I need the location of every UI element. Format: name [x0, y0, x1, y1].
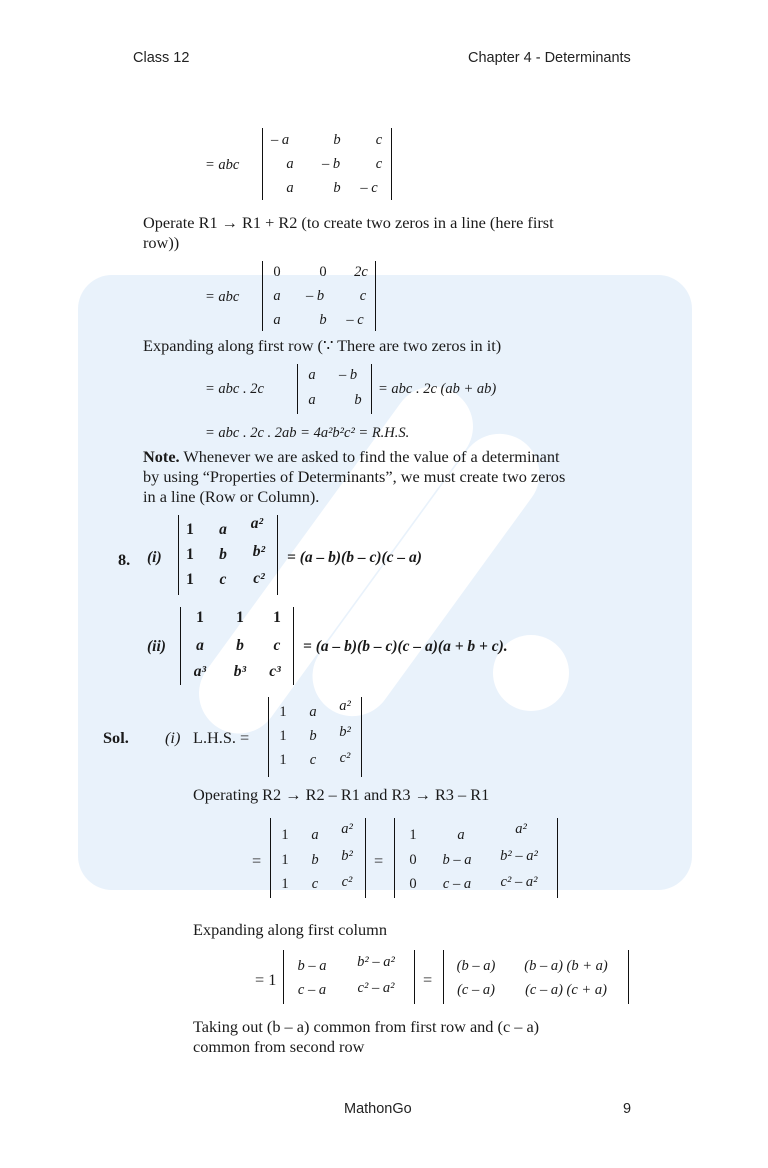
cell: b² – a² — [500, 848, 538, 864]
header-class: Class 12 — [133, 50, 190, 66]
cell: b² — [339, 724, 351, 740]
sol-2x2-determinant-a — [283, 950, 415, 1004]
cell: – b — [338, 367, 358, 383]
cell: b — [219, 546, 227, 563]
q8-part-i-rhs: = (a – b)(b – c)(c – a) — [287, 549, 422, 566]
cell: a — [196, 637, 204, 654]
cell: b – a — [442, 852, 472, 868]
cell: – c — [360, 180, 378, 196]
operating-text: Operating R2 → R2 – R1 and R3 → R3 – R1 — [193, 785, 490, 804]
cell: c — [375, 156, 383, 172]
step3-prefix: = abc . 2c — [205, 381, 264, 397]
cell: a — [286, 156, 294, 172]
equals-sign: = — [423, 970, 433, 989]
cell: a² — [341, 821, 353, 837]
cell: 1 — [279, 752, 287, 768]
page-number: 9 — [623, 1101, 632, 1117]
sol-eq-determinant-a — [270, 818, 366, 898]
expanding-row-text: Expanding along first row (∵ There are two zeros in it) — [143, 336, 502, 355]
cell: a — [286, 180, 294, 196]
cell: a² — [515, 821, 527, 837]
question-number: 8. — [118, 550, 131, 569]
step1-prefix: = abc — [205, 157, 240, 173]
cell: (c – a) (c + a) — [525, 982, 607, 998]
step4: = abc . 2c . 2ab = 4a²b²c² = R.H.S. — [205, 425, 410, 441]
footer-brand: MathonGo — [344, 1101, 412, 1117]
cell: 0 — [409, 876, 417, 892]
sol-label: Sol. — [103, 728, 129, 747]
cell: – a — [270, 132, 290, 148]
cell: c — [273, 637, 281, 654]
cell: – c — [346, 312, 364, 328]
q8-i-determinant — [178, 515, 278, 595]
cell: 0 — [409, 852, 417, 868]
cell: c – a — [297, 982, 327, 998]
step2-determinant — [262, 261, 376, 331]
cell: c³ — [269, 663, 281, 680]
cell: (c – a) — [457, 982, 495, 998]
cell: b — [311, 852, 319, 868]
cell: a² — [339, 698, 351, 714]
cell: a — [308, 367, 316, 383]
cell: (b – a) — [456, 958, 496, 974]
cell: 1 — [196, 609, 204, 626]
cell: 1 — [279, 704, 287, 720]
cell: b — [333, 180, 341, 196]
sol-eq-determinant-b — [394, 818, 558, 898]
equals-sign: = — [374, 851, 384, 870]
note-line1 — [143, 447, 560, 467]
equals-one-prefix: = 1 — [255, 970, 277, 989]
sol-part-label: (i) — [165, 728, 181, 747]
cell: 1 — [281, 852, 289, 868]
cell: c² — [341, 874, 353, 890]
cell: a — [457, 827, 465, 843]
sol-2x2-determinant-b — [443, 950, 629, 1004]
cell: 2c — [354, 264, 368, 280]
cell: b — [319, 312, 327, 328]
cell: a — [311, 827, 319, 843]
header-chapter: Chapter 4 - Determinants — [468, 50, 631, 66]
cell: a — [219, 521, 227, 538]
step2-prefix: = abc — [205, 289, 240, 305]
cell: a² — [250, 515, 264, 532]
cell: 1 — [279, 728, 287, 744]
cell: b — [333, 132, 341, 148]
step1-determinant — [262, 128, 392, 200]
note-text: Whenever we are asked to find the value of a determinant — [183, 447, 560, 466]
q8-part-i-label: (i) — [147, 549, 162, 566]
cell: b — [236, 637, 244, 654]
cell: c² – a² — [357, 980, 395, 996]
cell: 0 — [319, 264, 327, 280]
cell: c² — [253, 570, 265, 587]
cell: c — [375, 132, 383, 148]
taking-out-line2: common from second row — [193, 1037, 365, 1056]
equals-sign: = — [252, 851, 262, 870]
cell: a — [273, 288, 281, 304]
operate-text-line1: Operate R1 → R1 + R2 (to create two zeros in a line (here first — [143, 213, 554, 232]
cell: c – a — [442, 876, 472, 892]
expanding-column-text: Expanding along first column — [193, 920, 387, 939]
cell: b — [309, 728, 317, 744]
cell: a — [273, 312, 281, 328]
cell: c — [309, 752, 317, 768]
cell: a — [308, 392, 316, 408]
cell: b² – a² — [357, 954, 395, 970]
cell: 1 — [236, 609, 244, 626]
sol-lhs-label: L.H.S. = — [193, 728, 250, 747]
cell: 1 — [186, 546, 194, 563]
q8-ii-determinant — [180, 607, 294, 685]
cell: c² – a² — [500, 874, 538, 890]
cell: c — [219, 571, 227, 588]
cell: b³ — [233, 663, 247, 680]
cell: b — [354, 392, 362, 408]
q8-part-ii-rhs: = (a – b)(b – c)(c – a)(a + b + c). — [303, 638, 508, 655]
sol-lhs-determinant — [268, 697, 362, 777]
cell: b – a — [297, 958, 327, 974]
cell: b² — [341, 848, 353, 864]
cell: 1 — [281, 876, 289, 892]
q8-part-ii-label: (ii) — [147, 638, 166, 655]
cell: 0 — [273, 264, 281, 280]
operate-text-line2: row)) — [143, 233, 180, 252]
note-line3: in a line (Row or Column). — [143, 487, 320, 506]
cell: 1 — [273, 609, 281, 626]
cell: c² — [339, 750, 351, 766]
cell: – b — [305, 288, 325, 304]
cell: b² — [252, 543, 266, 560]
cell: a³ — [193, 663, 207, 680]
cell: 1 — [186, 521, 194, 538]
cell: c — [359, 288, 367, 304]
cell: 1 — [281, 827, 289, 843]
step3-determinant — [297, 364, 372, 414]
cell: 1 — [186, 571, 194, 588]
note-label: Note. — [143, 447, 180, 466]
note-line2: by using “Properties of Determinants”, we must create two zeros — [143, 467, 566, 486]
taking-out-line1: Taking out (b – a) common from first row and (c – a) — [193, 1017, 540, 1036]
cell: (b – a) (b + a) — [524, 958, 608, 974]
cell: c — [311, 876, 319, 892]
step3-suffix: = abc . 2c (ab + ab) — [378, 381, 497, 397]
cell: a — [309, 704, 317, 720]
cell: 1 — [409, 827, 417, 843]
cell: – b — [321, 156, 341, 172]
